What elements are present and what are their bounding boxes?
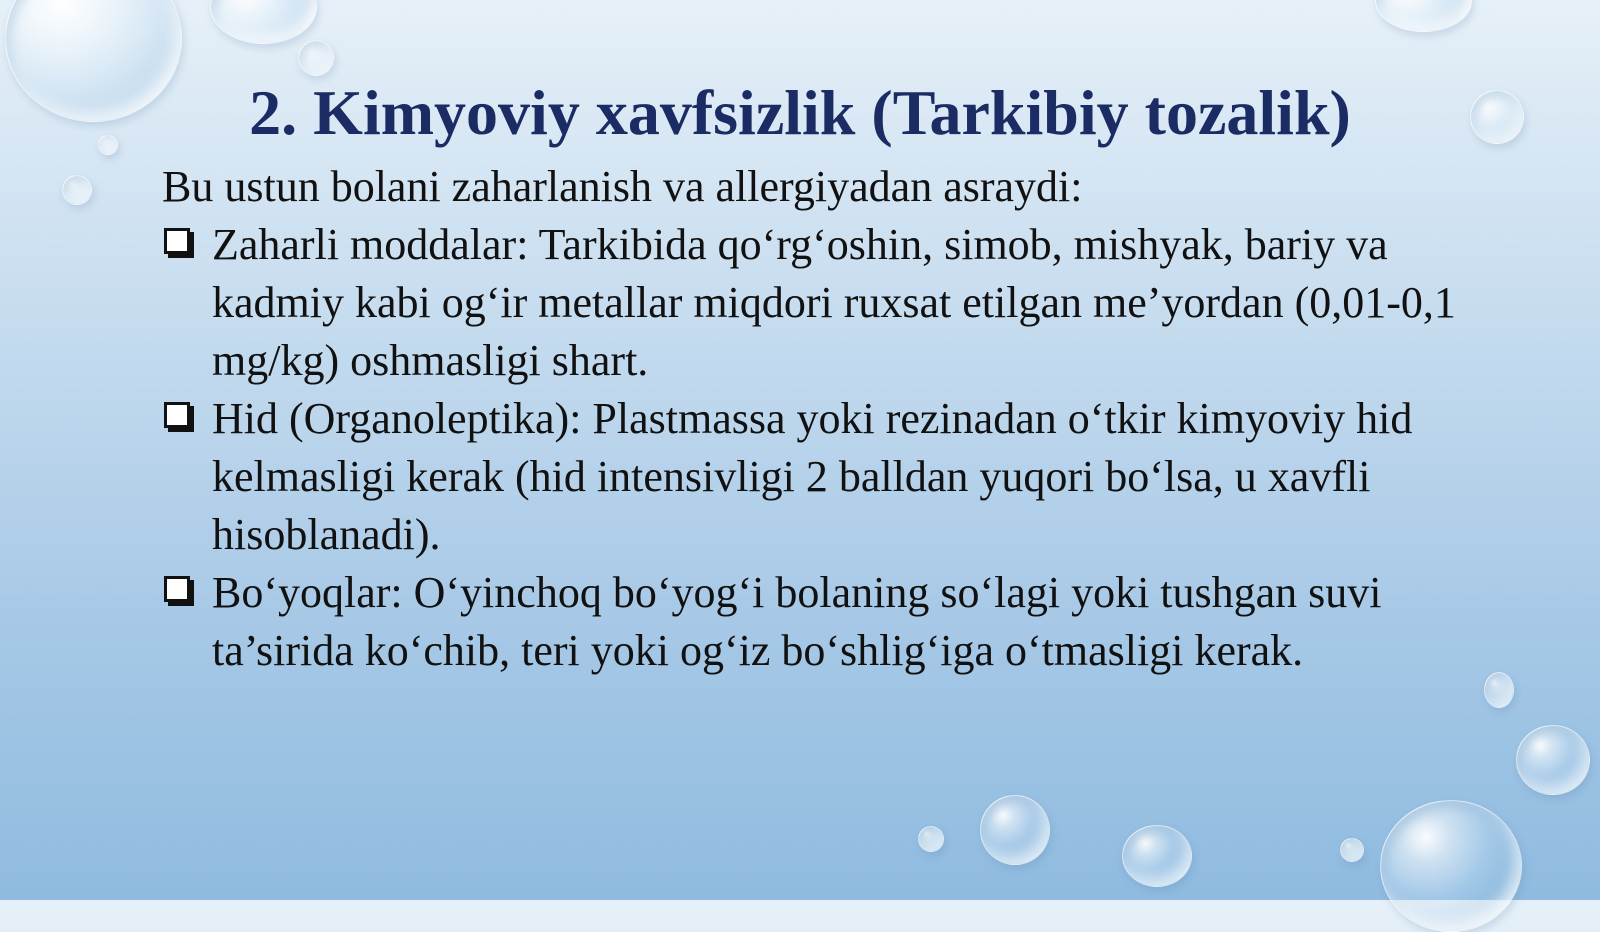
- hollow-square-bullet-icon: [164, 576, 190, 602]
- water-drop-icon: [1340, 838, 1364, 862]
- hollow-square-bullet-icon: [164, 228, 190, 254]
- water-drop-icon: [1375, 0, 1472, 32]
- list-item-text: Bo‘yoqlar: O‘yinchoq bo‘yog‘i bolaning so‘lagi yoki tushgan suvi ta’sirida ko‘chib, teri yoki og‘iz bo‘shlig‘iga o‘tmasligi kerak.: [212, 568, 1382, 675]
- water-drop-icon: [62, 175, 92, 205]
- bullet-list: [162, 216, 1482, 680]
- list-item: [162, 216, 1482, 390]
- list-item-text: Zaharli moddalar: Tarkibida qo‘rg‘oshin, simob, mishyak, bariy va kadmiy kabi og‘ir metallar miqdori ruxsat etilgan me’yordan (0,01-0,1 mg/kg) oshmasligi shart.: [212, 220, 1456, 385]
- list-item: [162, 564, 1482, 680]
- water-drop-icon: [298, 40, 334, 76]
- slide-body: [162, 158, 1482, 680]
- list-item: [162, 390, 1482, 564]
- hollow-square-bullet-icon: [164, 402, 190, 428]
- intro-text: Bu ustun bolani zaharlanish va allergiyadan asraydi:: [162, 162, 1083, 211]
- water-drop-icon: [1516, 725, 1590, 795]
- water-drop-icon: [210, 0, 317, 44]
- water-drop-icon: [1122, 825, 1192, 887]
- slide-title: 2. Kimyoviy xavfsizlik (Tarkibiy tozalik): [249, 77, 1351, 148]
- water-drop-icon: [1380, 800, 1522, 932]
- list-item-text: Hid (Organoleptika): Plastmassa yoki rezinadan o‘tkir kimyoviy hid kelmasligi kerak (hid intensivligi 2 balldan yuqori bo‘lsa, u xavfli hisoblanadi).: [212, 394, 1413, 559]
- water-drop-icon: [1484, 672, 1514, 708]
- water-drop-icon: [980, 795, 1050, 865]
- water-drop-icon: [918, 826, 944, 852]
